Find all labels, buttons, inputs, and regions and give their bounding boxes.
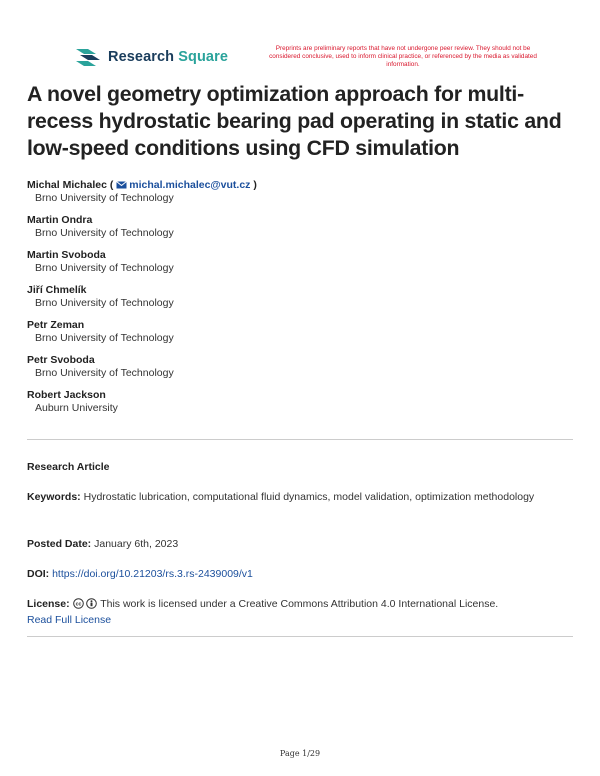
read-full-license-link[interactable]: Read Full License xyxy=(27,614,112,626)
research-square-logo[interactable] xyxy=(74,46,228,68)
author-affiliation: Brno University of Technology xyxy=(35,332,174,344)
license xyxy=(27,596,572,628)
keywords-label: Keywords: xyxy=(27,491,81,503)
divider xyxy=(27,636,573,637)
posted-date-value: January 6th, 2023 xyxy=(94,538,179,550)
author-name: Martin Svoboda xyxy=(27,249,106,261)
attribution-icon xyxy=(86,598,97,609)
license-text: This work is licensed under a Creative Commons Attribution 4.0 International License. xyxy=(100,598,499,610)
doi xyxy=(27,566,572,582)
logo-name-accent: Square xyxy=(178,49,228,65)
article-type: Research Article xyxy=(27,461,110,473)
logo-wordmark xyxy=(108,49,228,65)
author-entry xyxy=(27,249,567,276)
posted-date xyxy=(27,536,572,552)
mail-icon xyxy=(116,181,127,189)
author-name: Robert Jackson xyxy=(27,389,106,401)
author-entry xyxy=(27,389,567,416)
author-entry: Michal Michalec ( michal.michalec@vut.cz ) Brno University of Technology xyxy=(27,179,567,206)
author-affiliation: Brno University of Technology xyxy=(35,367,174,379)
author-entry xyxy=(27,354,567,381)
author-name: Jiří Chmelík xyxy=(27,284,87,296)
author-affiliation: Brno University of Technology xyxy=(35,262,174,274)
research-square-logo-icon xyxy=(74,46,102,68)
keywords xyxy=(27,489,572,505)
page-number: Page 1/29 xyxy=(279,749,321,758)
logo-name: Research xyxy=(108,49,175,65)
posted-date-label: Posted Date: xyxy=(27,538,92,550)
paper-title: A novel geometry optimization approach for multi-recess hydrostatic bearing pad operating in static and low-speed conditions using CFD simulation xyxy=(27,82,562,160)
author-entry xyxy=(27,284,567,311)
svg-text:cc: cc xyxy=(75,601,81,608)
author-name: Petr Svoboda xyxy=(27,354,95,366)
preprint-disclaimer: Preprints are preliminary reports that have not undergone peer review. They should not be considered conclusive, used to inform clinical practice, or referenced by the media as validated information. xyxy=(269,45,537,69)
author-name: Petr Zeman xyxy=(27,319,85,331)
author-affiliation: Brno University of Technology xyxy=(35,227,174,239)
author-email-link[interactable]: michal.michalec@vut.cz xyxy=(129,179,251,191)
doi-link[interactable]: https://doi.org/10.21203/rs.3.rs-2439009/v1 xyxy=(52,568,253,580)
license-label: License: xyxy=(27,598,70,610)
author-list xyxy=(27,179,567,424)
keywords-value: Hydrostatic lubrication, computational fluid dynamics, model validation, optimization methodology xyxy=(83,491,535,503)
author-entry xyxy=(27,214,567,241)
author-entry xyxy=(27,319,567,346)
doi-label: DOI: xyxy=(27,568,50,580)
creative-commons-icon xyxy=(73,598,84,609)
author-name: Martin Ondra xyxy=(27,214,93,226)
author-affiliation: Brno University of Technology xyxy=(35,192,174,204)
author-affiliation: Auburn University xyxy=(35,402,118,414)
author-name: Michal Michalec xyxy=(27,179,107,191)
author-affiliation: Brno University of Technology xyxy=(35,297,174,309)
divider xyxy=(27,439,573,440)
